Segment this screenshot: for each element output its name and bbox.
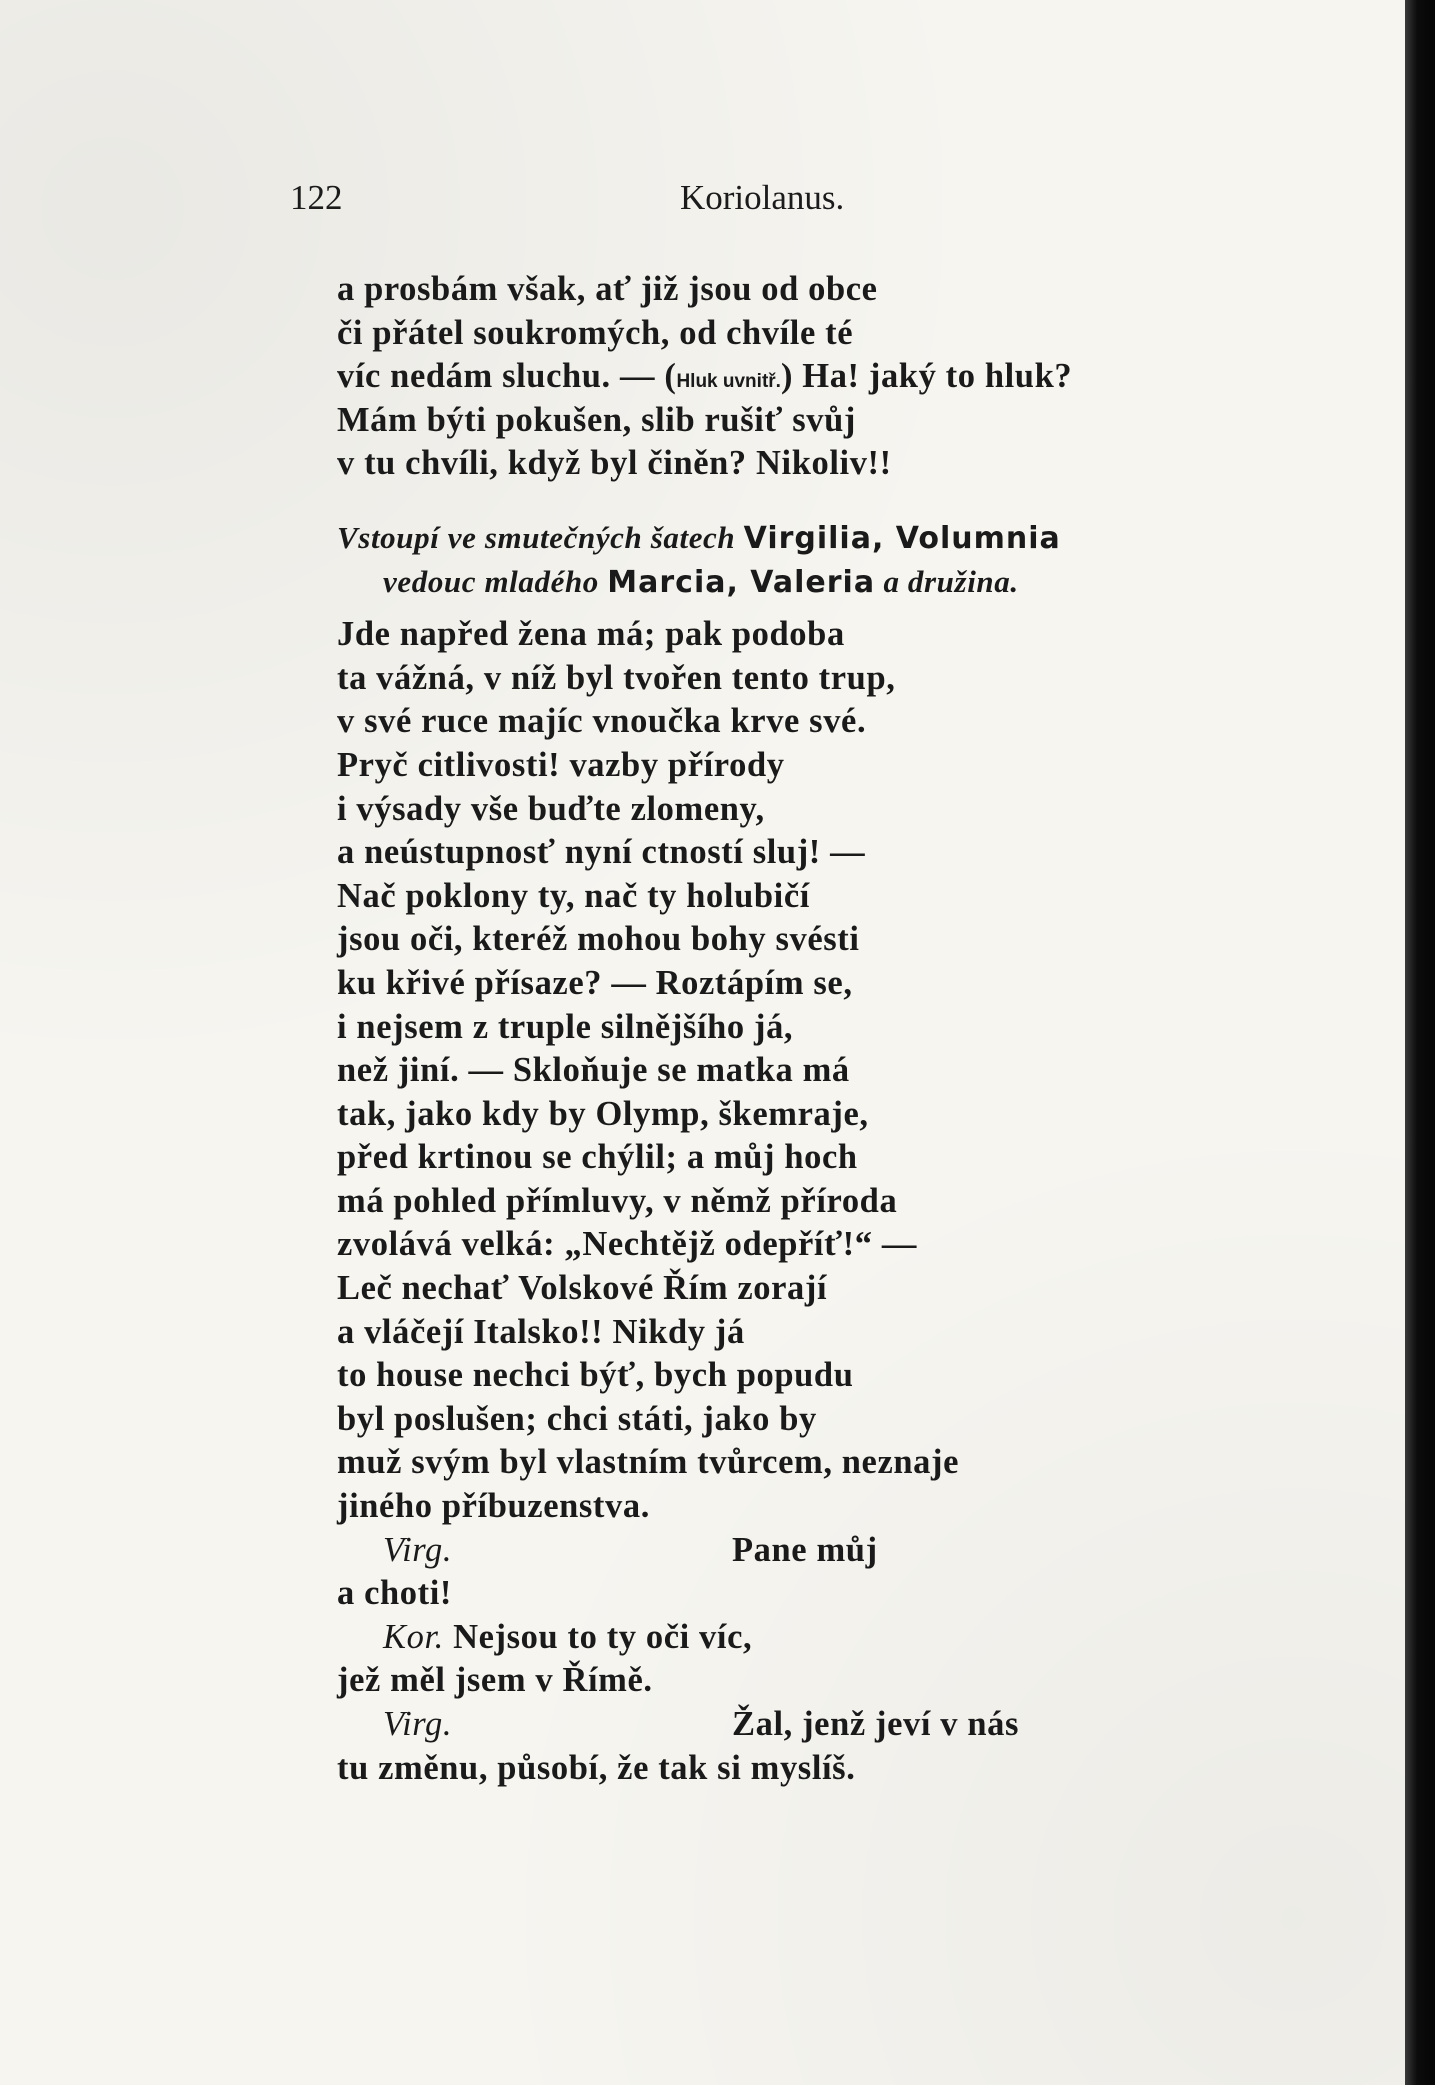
verse-line: Jde napřed žena má; pak podoba [337, 615, 845, 654]
stage-direction-text: vedouc mladého [383, 563, 599, 599]
verse-line: Nač poklony ty, nač ty holubičí [337, 876, 810, 915]
stage-direction-line [337, 516, 1337, 560]
stage-direction-text: Vstoupí ve smutečných šatech [337, 519, 736, 555]
verse-line: ta vážná, v níž byl tvořen tento trup, [337, 658, 896, 697]
verse-line: tu změnu, působí, že tak si myslíš. [337, 1748, 856, 1787]
verse-line: to house nechci býť, bych popudu [337, 1356, 854, 1395]
verse-line: jež měl jsem v Římě. [337, 1661, 653, 1700]
speech-text: Pane můj [732, 1530, 878, 1569]
stage-direction [337, 516, 1337, 603]
verse-line: a neústupnosť nyní ctností sluj! — [337, 833, 866, 872]
verse-line-with-direction [337, 355, 1337, 399]
verse-line: ku křivé přísaze? — Roztápím se, [337, 963, 853, 1002]
verse-line: tak, jako kdy by Olymp, škemraje, [337, 1094, 869, 1133]
coriolanus-speech [337, 613, 1337, 1528]
dialogue-line [337, 1703, 1337, 1747]
verse-text: víc nedám sluchu. — ( [337, 357, 677, 396]
stage-direction-text: družina. [907, 563, 1019, 599]
verse-line: před krtinou se chýlil; a můj hoch [337, 1138, 858, 1177]
dialogue [337, 1529, 1337, 1791]
verse-line: Mám býti pokušen, slib rušiť svůj [337, 400, 856, 439]
verse-line: jiného příbuzenstva. [337, 1487, 650, 1526]
verse-line: jsou oči, kteréž mohou bohy svésti [337, 920, 860, 959]
speaker-name: Kor. [383, 1617, 444, 1656]
dialogue-line [337, 1529, 1337, 1573]
dialogue-line [337, 1616, 1337, 1660]
speech-text: Nejsou to ty oči víc, [453, 1617, 753, 1656]
page-header [0, 178, 1405, 218]
speech-text: Žal, jenž jeví v nás [732, 1705, 1020, 1743]
stage-direction-joiner: a [883, 563, 900, 599]
verse-line: zvolává velká: „Nechtějž odepříť!“ — [337, 1225, 917, 1264]
verse-line: i nejsem z truple silnějšího já, [337, 1007, 794, 1046]
verse-line: v tu chvíli, když byl činěn? Nikoliv!! [337, 444, 892, 483]
stage-direction-line [337, 560, 1337, 604]
inline-stage-direction: Hluk uvnitř. [676, 371, 781, 393]
verse-line: muž svým byl vlastním tvůrcem, neznaje [337, 1443, 960, 1482]
verse-line: v své ruce majíc vnoučka krve své. [337, 702, 867, 741]
verse-line: Pryč citlivosti! vazby přírody [337, 745, 785, 784]
verse-line: než jiní. — Skloňuje se matka má [337, 1051, 850, 1090]
speaker-name: Virg. [383, 1705, 453, 1743]
speaker-name: Virg. [383, 1530, 453, 1569]
verse-line: či přátel soukromých, od chvíle té [337, 313, 854, 352]
scan-border [1405, 0, 1435, 2085]
verse-line: a prosbám však, ať již jsou od obce [337, 270, 878, 308]
character-names: Virgilia, Volumnia [743, 520, 1061, 556]
verse-line: má pohled přímluvy, v němž příroda [337, 1181, 898, 1220]
verse-text: ) Ha! jaký to hluk? [780, 357, 1073, 396]
verse-line: a choti! [337, 1574, 452, 1613]
verse-line: a vláčejí Italsko!! Nikdy já [337, 1312, 745, 1351]
verse-line: Leč nechať Volskové Řím zorají [337, 1269, 828, 1308]
character-names: Marcia, Valeria [607, 564, 876, 600]
verse-line: byl poslušen; chci státi, jako by [337, 1399, 817, 1438]
play-text [337, 268, 1337, 1790]
page-number: 122 [290, 178, 343, 217]
running-title: Koriolanus. [680, 178, 845, 217]
verse-line: i výsady vše buďte zlomeny, [337, 789, 765, 828]
